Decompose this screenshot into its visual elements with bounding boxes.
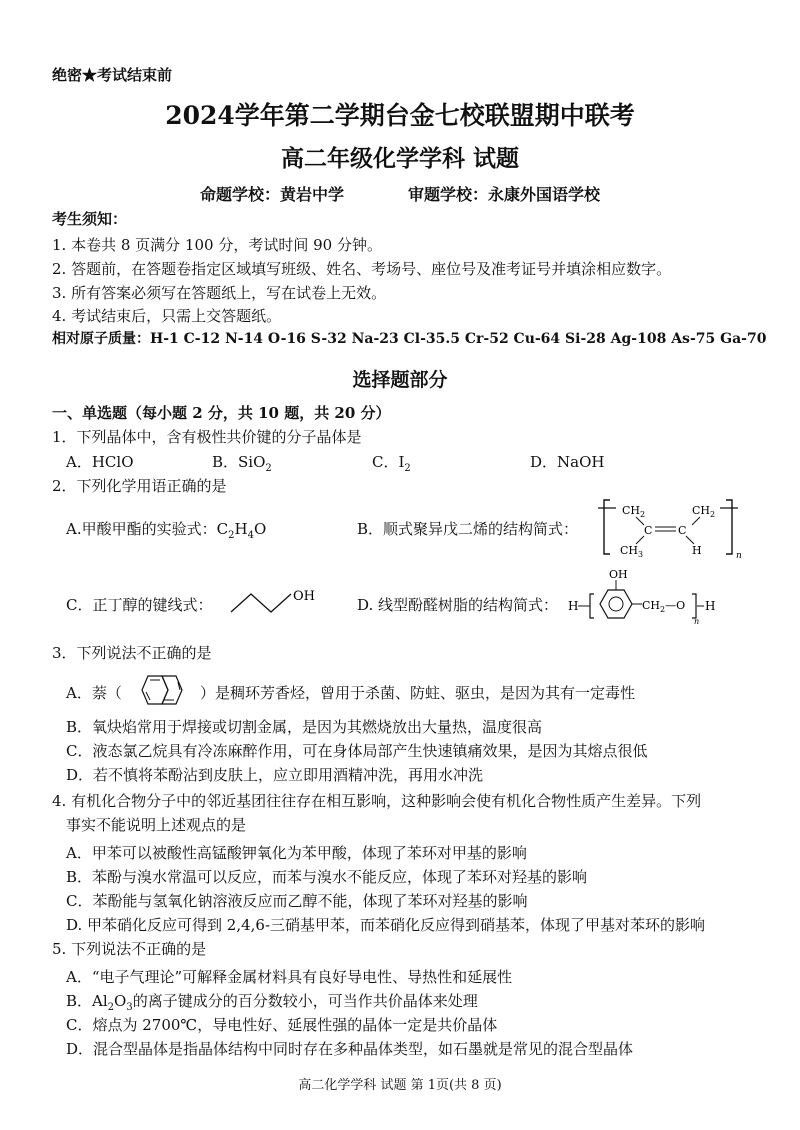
svg-text:C: C bbox=[644, 524, 653, 537]
svg-text:OH: OH bbox=[609, 568, 628, 581]
section-title: 选择题部分 bbox=[352, 369, 448, 391]
atomic-mass-line: 相对原子质量：H-1 C-12 N-14 O-16 S-32 Na-23 Cl-35.5 Cr-52 Cu-64 Si-28 Ag-108 As-75 Ga-70 bbox=[52, 331, 767, 347]
svg-text:n: n bbox=[694, 617, 700, 626]
q3-option-a-post: ）是稠环芳香烃，曾用于杀菌、防蛀、驱虫，是因为其有一定毒性 bbox=[200, 684, 636, 702]
notice-item: 4. 考试结束后，只需上交答题纸。 bbox=[52, 307, 282, 325]
svg-text:CH2: $CH_2$ bbox=[622, 504, 646, 519]
q3-option-d: D．若不慎将苯酚沾到皮肤上，应立即用酒精冲洗，再用水冲洗 bbox=[66, 766, 484, 784]
q3-option-b: B．氧炔焰常用于焊接或切割金属，是因为其燃烧放出大量热，温度很高 bbox=[66, 718, 543, 736]
q2-option-b-text: B．顺式聚异戊二烯的结构简式： bbox=[357, 520, 579, 538]
notice-item: 3. 所有答案必须写在答题纸上，写在试卷上无效。 bbox=[52, 284, 387, 302]
q5-stem: 5. 下列说法不正确的是 bbox=[52, 940, 207, 958]
exam-title: 2024学年第二学期台金七校联盟期中联考 bbox=[165, 101, 635, 130]
q2-option-c-text: C．正丁醇的键线式： bbox=[66, 596, 213, 614]
q5-option-c: C．熔点为 2700℃，导电性好、延展性强的晶体一定是共价晶体 bbox=[66, 1016, 498, 1034]
svg-text:n: n bbox=[736, 551, 742, 561]
q4-option-b: B．苯酚与溴水常温可以反应，而苯与溴水不能反应，体现了苯环对羟基的影响 bbox=[66, 868, 588, 886]
q4-option-a: A．甲苯可以被酸性高锰酸钾氧化为苯甲酸，体现了苯环对甲基的影响 bbox=[66, 844, 527, 862]
svg-text:H: H bbox=[705, 599, 716, 613]
q3-stem: 3．下列说法不正确的是 bbox=[52, 644, 212, 662]
q2-option-a: A.甲酸甲酯的实验式：$C_2H_4O$ bbox=[66, 520, 267, 541]
q1-option-d: D．NaOH bbox=[530, 453, 605, 471]
svg-text:H: H bbox=[692, 544, 702, 557]
cis-polyisoprene-structure bbox=[596, 494, 746, 562]
svg-text:CH2: $CH_2$ bbox=[692, 504, 716, 519]
q2-option-d-text: D. 线型酚醛树脂的结构简式： bbox=[357, 596, 559, 614]
n-butanol-skeletal-structure bbox=[225, 584, 325, 618]
exam-subtitle: 高二年级化学学科 试题 bbox=[280, 145, 519, 172]
svg-text:OH: OH bbox=[293, 589, 315, 604]
q4-option-c: C．苯酚能与氢氧化钠溶液反应而乙醇不能，体现了苯环对羟基的影响 bbox=[66, 892, 528, 910]
school-line: 命题学校：黄岩中学 审题学校：永康外国语学校 bbox=[199, 185, 600, 204]
q1-option-a: A．HClO bbox=[66, 453, 134, 471]
notice-item: 1. 本卷共 8 页满分 100 分，考试时间 90 分钟。 bbox=[52, 236, 382, 254]
q4-stem-cont: 事实不能说明上述观点的是 bbox=[66, 816, 247, 834]
svg-text:H: H bbox=[568, 599, 579, 613]
q3-option-a-pre: A．萘（ bbox=[66, 684, 122, 702]
confidential-mark: 绝密★考试结束前 bbox=[52, 66, 173, 84]
q5-option-a: A．“电子气理论”可解释金属材料具有良好导电性、导热性和延展性 bbox=[66, 968, 513, 986]
notice-item: 2. 答题前，在答题卷指定区域填写班级、姓名、考场号、座位号及准考证号并填涂相应数字。 bbox=[52, 260, 672, 278]
notice-heading: 考生须知： bbox=[52, 210, 128, 228]
q4-option-d: D. 甲苯硝化反应可得到 2,4,6-三硝基甲苯，而苯硝化反应得到硝基苯，体现了甲基对苯环的影响 bbox=[66, 916, 706, 934]
q5-option-d: D．混合型晶体是指晶体结构中同时存在多种晶体类型，如石墨就是常见的混合型晶体 bbox=[66, 1040, 634, 1058]
q5-option-b: B．$Al_2O_3$的离子键成分的百分数较小，可当作共价晶体来处理 bbox=[66, 992, 478, 1013]
svg-text:CH3: $CH_3$ bbox=[620, 544, 644, 559]
q3-option-c: C．液态氯乙烷具有冷冻麻醉作用，可在身体局部产生快速镇痛效果，是因为其熔点很低 bbox=[66, 742, 648, 760]
part-heading: 一、单选题（每小题 2 分，共 10 题，共 20 分） bbox=[52, 404, 391, 422]
naphthalene-icon bbox=[128, 672, 200, 710]
q4-stem: 4. 有机化合物分子中的邻近基团往往存在相互影响，这种影响会使有机化合物性质产生差异。下列 bbox=[52, 792, 702, 810]
phenolic-resin-structure bbox=[568, 566, 718, 628]
svg-text:C: C bbox=[678, 524, 687, 537]
q1-option-c: C．$I_2$ bbox=[372, 453, 411, 474]
q2-stem: 2．下列化学用语正确的是 bbox=[52, 477, 227, 495]
svg-text:CH2—O: $CH_2—O$ bbox=[642, 599, 686, 614]
q1-option-b: B．SiO$_2$ bbox=[212, 453, 272, 474]
q1-stem: 1．下列晶体中，含有极性共价键的分子晶体是 bbox=[52, 428, 362, 446]
page-footer: 高二化学学科 试题 第 1页(共 8 页) bbox=[298, 1078, 502, 1093]
